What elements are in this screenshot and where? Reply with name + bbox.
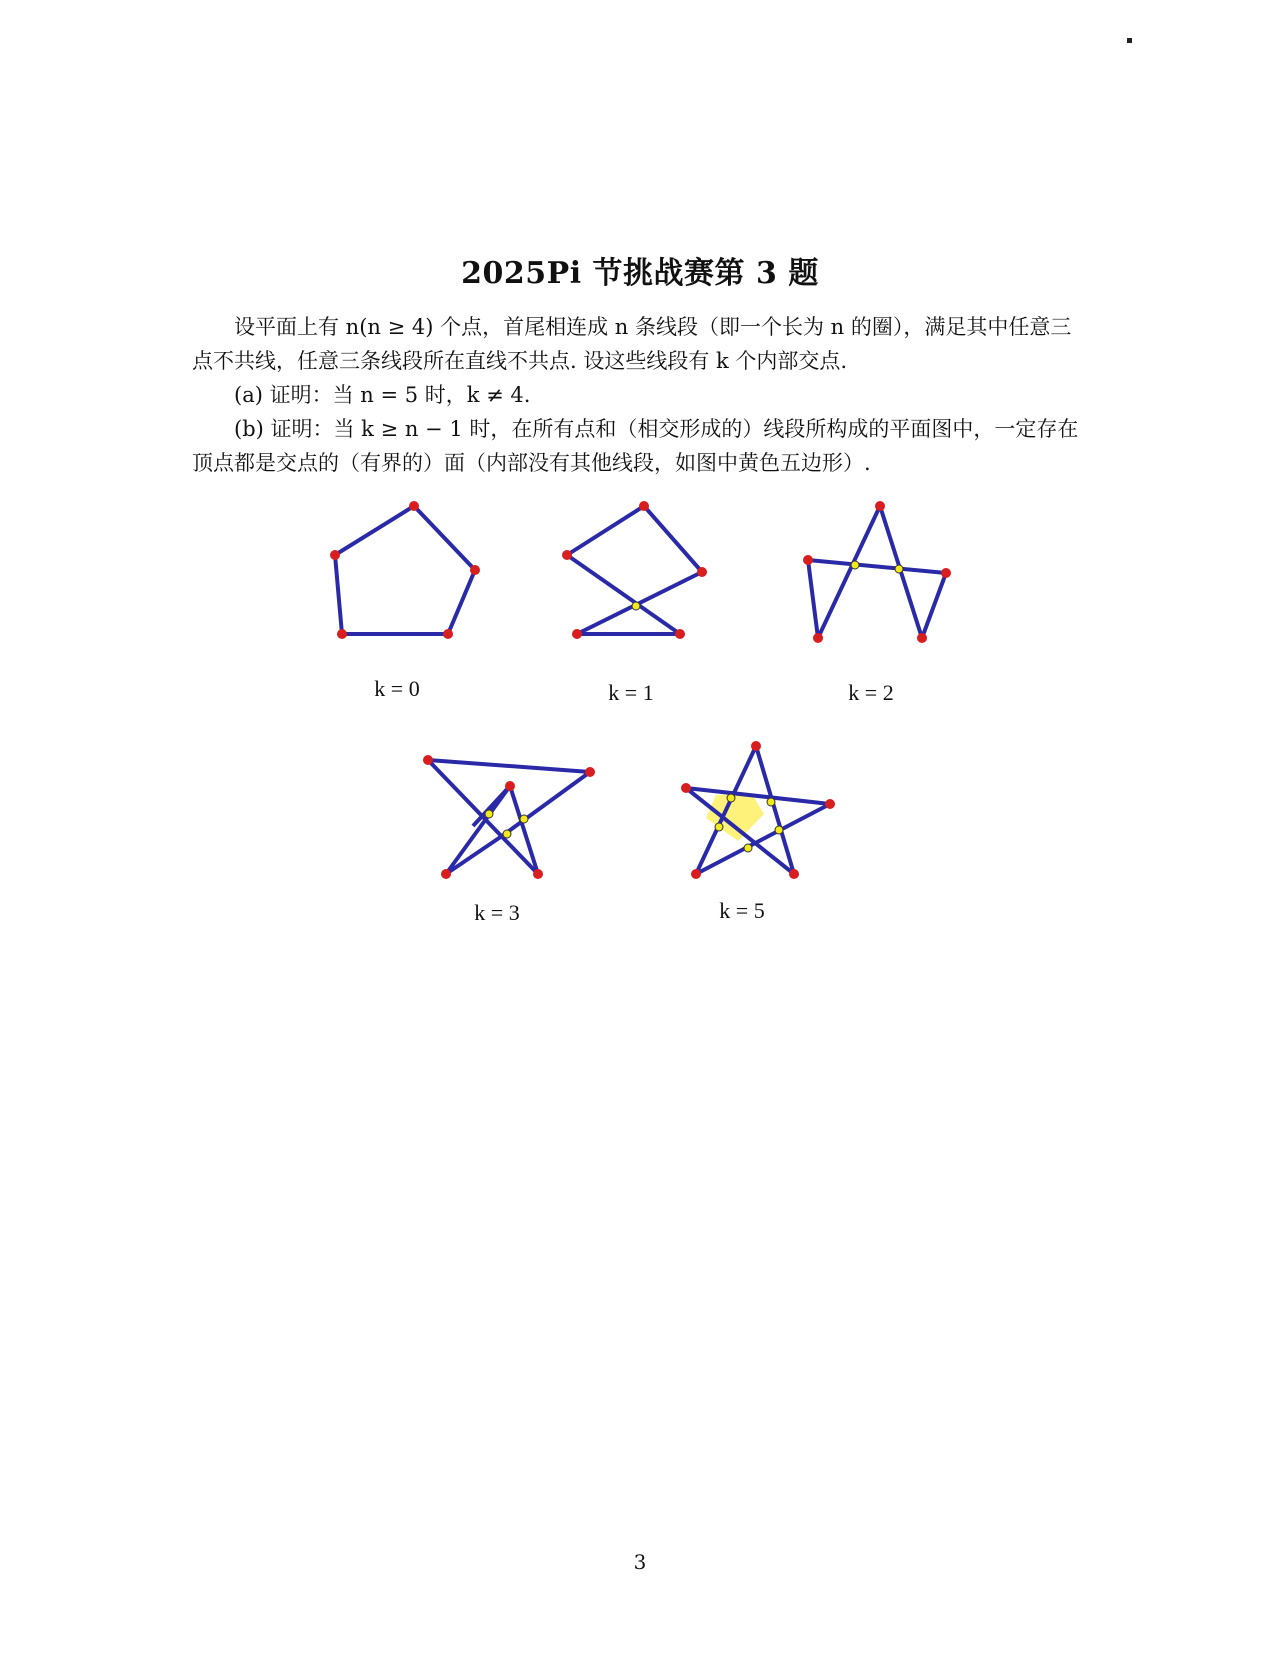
intersection-point	[744, 844, 752, 852]
cycle-edges	[567, 506, 702, 634]
vertex	[533, 869, 543, 879]
intersection-point	[895, 565, 903, 573]
figure-k1-caption: k = 1	[608, 680, 654, 705]
cycle-edges	[808, 506, 946, 638]
intersection-point	[632, 602, 640, 610]
intersection-point	[520, 815, 528, 823]
figure-k2-diagram	[798, 500, 978, 650]
intersection-point	[775, 826, 783, 834]
cycle-edges	[335, 506, 475, 634]
problem-part-a: (a) 证明：当 n = 5 时，k ≠ 4.	[234, 383, 531, 407]
vertex	[875, 501, 885, 511]
figure-k5-diagram	[668, 740, 848, 890]
intersection-point	[485, 810, 493, 818]
intersection-point	[503, 830, 511, 838]
page-number: 3	[633, 1550, 647, 1574]
figure-k1	[562, 500, 742, 650]
vertex	[441, 869, 451, 879]
vertex	[639, 501, 649, 511]
figure-k3-caption: k = 3	[474, 900, 520, 925]
vertices	[562, 501, 707, 639]
intersections	[632, 602, 640, 610]
problem-title: 2025Pi 节挑战赛第 3 题	[461, 256, 819, 291]
vertex	[675, 629, 685, 639]
figure-k2	[798, 500, 978, 650]
problem-part-b: (b) 证明：当 k ≥ n − 1 时，在所有点和（相交形成的）线段所构成的平面图中，一定存在顶点都是交点的（有界的）面（内部没有其他线段，如图中黄色五边形）.	[192, 417, 1079, 475]
vertex	[803, 555, 813, 565]
vertex	[825, 799, 835, 809]
scan-artifact	[1065, 30, 1145, 38]
figure-k5	[668, 740, 848, 890]
vertex	[681, 783, 691, 793]
vertex	[443, 629, 453, 639]
figure-k0-diagram	[330, 500, 510, 650]
vertex	[423, 755, 433, 765]
figure-k2-caption: k = 2	[848, 680, 894, 705]
vertex	[813, 633, 823, 643]
figure-k5-caption: k = 5	[719, 898, 765, 923]
figure-k0	[330, 500, 510, 650]
intersection-point	[727, 794, 735, 802]
vertex	[585, 767, 595, 777]
edge-chain-1	[428, 760, 590, 874]
vertex	[941, 568, 951, 578]
intersection-point	[767, 798, 775, 806]
vertex	[691, 869, 701, 879]
figure-k1-diagram	[562, 500, 742, 650]
inner-edges	[446, 786, 510, 874]
vertices	[423, 755, 595, 879]
figure-k3	[418, 740, 598, 890]
figure-k0-caption: k = 0	[374, 676, 420, 701]
intersection-point	[851, 561, 859, 569]
intersection-point	[715, 823, 723, 831]
vertices	[330, 501, 480, 639]
figure-k3-diagram	[418, 740, 598, 890]
vertex	[330, 550, 340, 560]
vertex	[917, 633, 927, 643]
vertex	[751, 741, 761, 751]
problem-statement: 设平面上有 n(n ≥ 4) 个点，首尾相连成 n 条线段（即一个长为 n 的圈），满足其中任意三点不共线，任意三条线段所在直线不共点. 设这些线段有 k 个内部交点.	[192, 315, 1072, 373]
vertex	[409, 501, 419, 511]
vertex	[697, 567, 707, 577]
vertex	[562, 550, 572, 560]
vertex	[789, 869, 799, 879]
vertex	[337, 629, 347, 639]
vertex	[505, 781, 515, 791]
vertex	[572, 629, 582, 639]
vertex	[470, 565, 480, 575]
